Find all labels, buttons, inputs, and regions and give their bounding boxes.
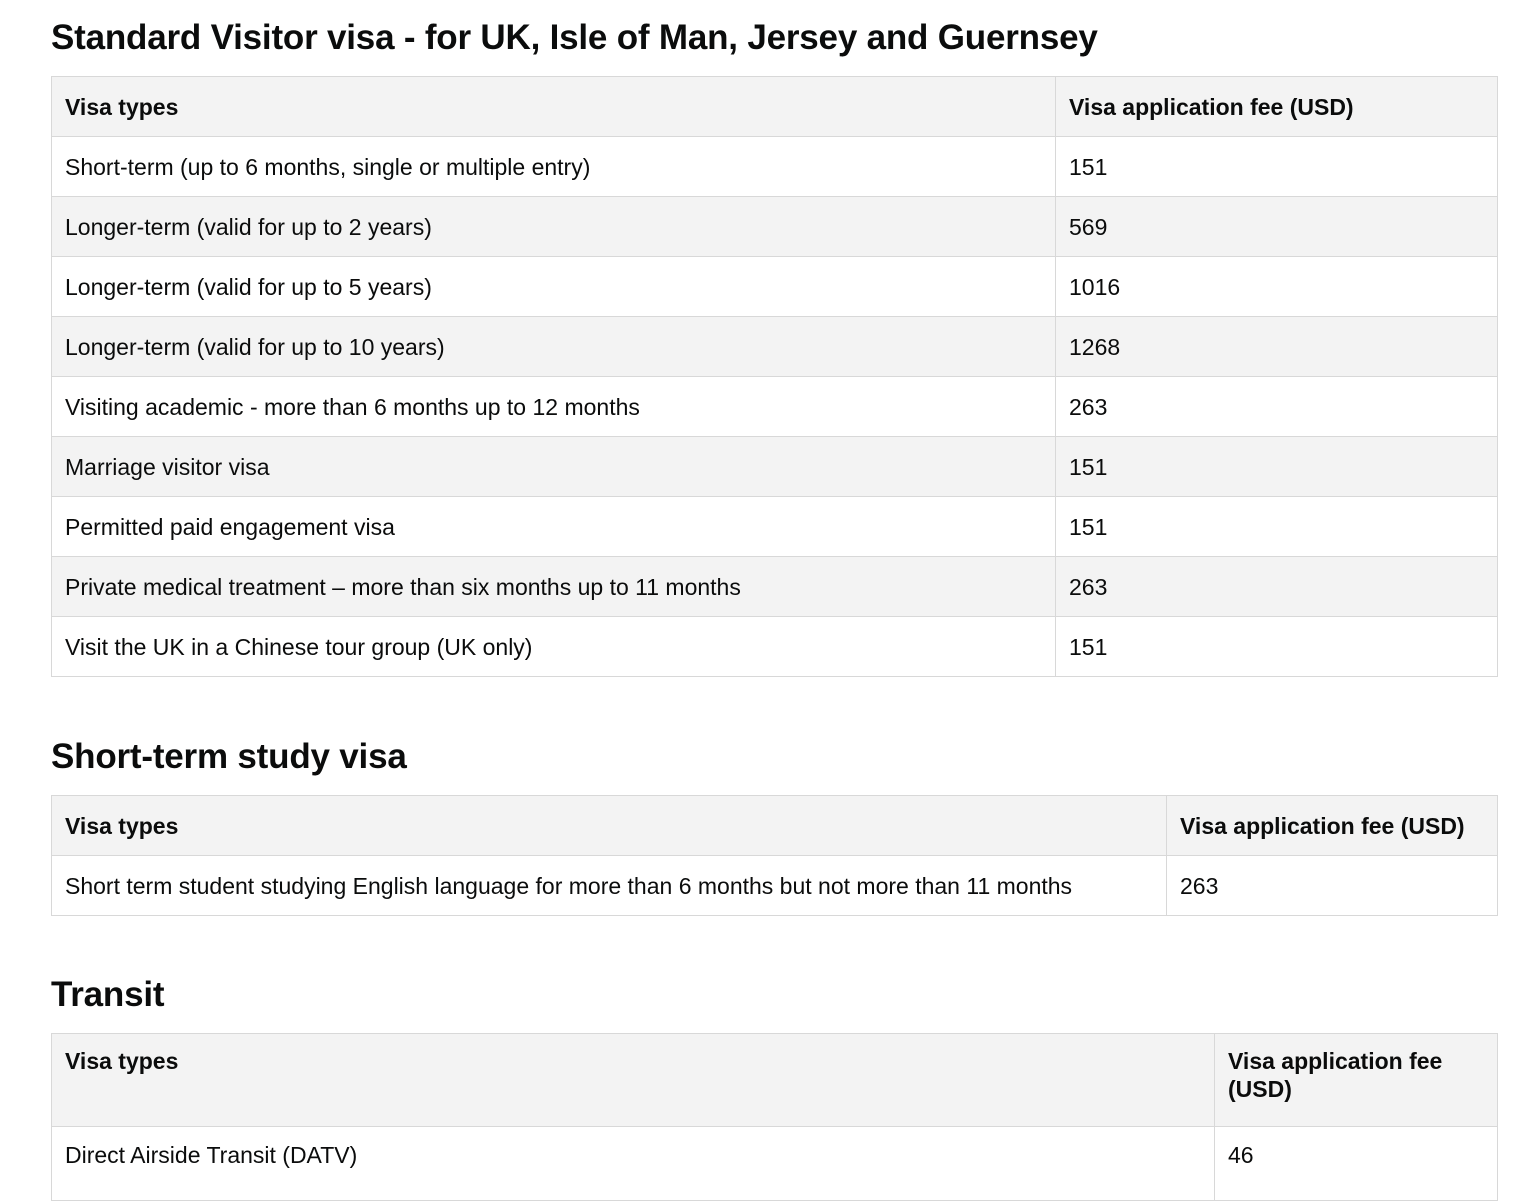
standard-visitor-fee-table [51, 76, 1498, 677]
short-term-study-fee-table [51, 795, 1498, 916]
table-header-row [52, 1034, 1498, 1127]
table-row [52, 197, 1498, 257]
column-header-fee: Visa application fee (USD) [1167, 796, 1498, 856]
fee-cell: 1016 [1056, 257, 1498, 317]
visa-type-cell: Marriage visitor visa [52, 437, 1056, 497]
fee-cell: 46 [1215, 1127, 1498, 1201]
standard-visitor-visa-section [51, 18, 1497, 677]
column-header-visa-types: Visa types [52, 1034, 1215, 1127]
table-header-row [52, 77, 1498, 137]
table-row [52, 497, 1498, 557]
column-header-fee: Visa application fee (USD) [1215, 1034, 1498, 1127]
fee-cell: 151 [1056, 617, 1498, 677]
fee-cell: 263 [1056, 557, 1498, 617]
fee-cell: 569 [1056, 197, 1498, 257]
table-row [52, 557, 1498, 617]
table-row [52, 317, 1498, 377]
visa-type-cell: Private medical treatment – more than six months up to 11 months [52, 557, 1056, 617]
fee-cell: 151 [1056, 137, 1498, 197]
visa-type-cell: Permitted paid engagement visa [52, 497, 1056, 557]
column-header-visa-types: Visa types [52, 796, 1167, 856]
short-term-study-visa-section [51, 737, 1497, 916]
fee-cell: 263 [1167, 856, 1498, 916]
table-row [52, 437, 1498, 497]
visa-type-cell: Short term student studying English language for more than 6 months but not more than 11 months [52, 856, 1167, 916]
table-header-row [52, 796, 1498, 856]
fee-cell: 1268 [1056, 317, 1498, 377]
section-title: Transit [51, 975, 165, 1014]
fee-cell: 151 [1056, 497, 1498, 557]
column-header-visa-types: Visa types [52, 77, 1056, 137]
visa-type-cell: Longer-term (valid for up to 5 years) [52, 257, 1056, 317]
table-row [52, 257, 1498, 317]
section-title: Short-term study visa [51, 737, 407, 776]
fee-cell: 263 [1056, 377, 1498, 437]
fee-cell: 151 [1056, 437, 1498, 497]
table-row [52, 1127, 1498, 1201]
transit-section [51, 975, 1497, 1201]
table-row [52, 856, 1498, 916]
table-row [52, 617, 1498, 677]
visa-type-cell: Longer-term (valid for up to 2 years) [52, 197, 1056, 257]
visa-type-cell: Visit the UK in a Chinese tour group (UK only) [52, 617, 1056, 677]
visa-type-cell: Short-term (up to 6 months, single or multiple entry) [52, 137, 1056, 197]
visa-type-cell: Longer-term (valid for up to 10 years) [52, 317, 1056, 377]
visa-type-cell: Visiting academic - more than 6 months up to 12 months [52, 377, 1056, 437]
visa-type-cell: Direct Airside Transit (DATV) [52, 1127, 1215, 1201]
column-header-fee: Visa application fee (USD) [1056, 77, 1498, 137]
section-title: Standard Visitor visa - for UK, Isle of Man, Jersey and Guernsey [51, 18, 1098, 57]
table-row [52, 137, 1498, 197]
table-row [52, 377, 1498, 437]
transit-fee-table [51, 1033, 1498, 1201]
